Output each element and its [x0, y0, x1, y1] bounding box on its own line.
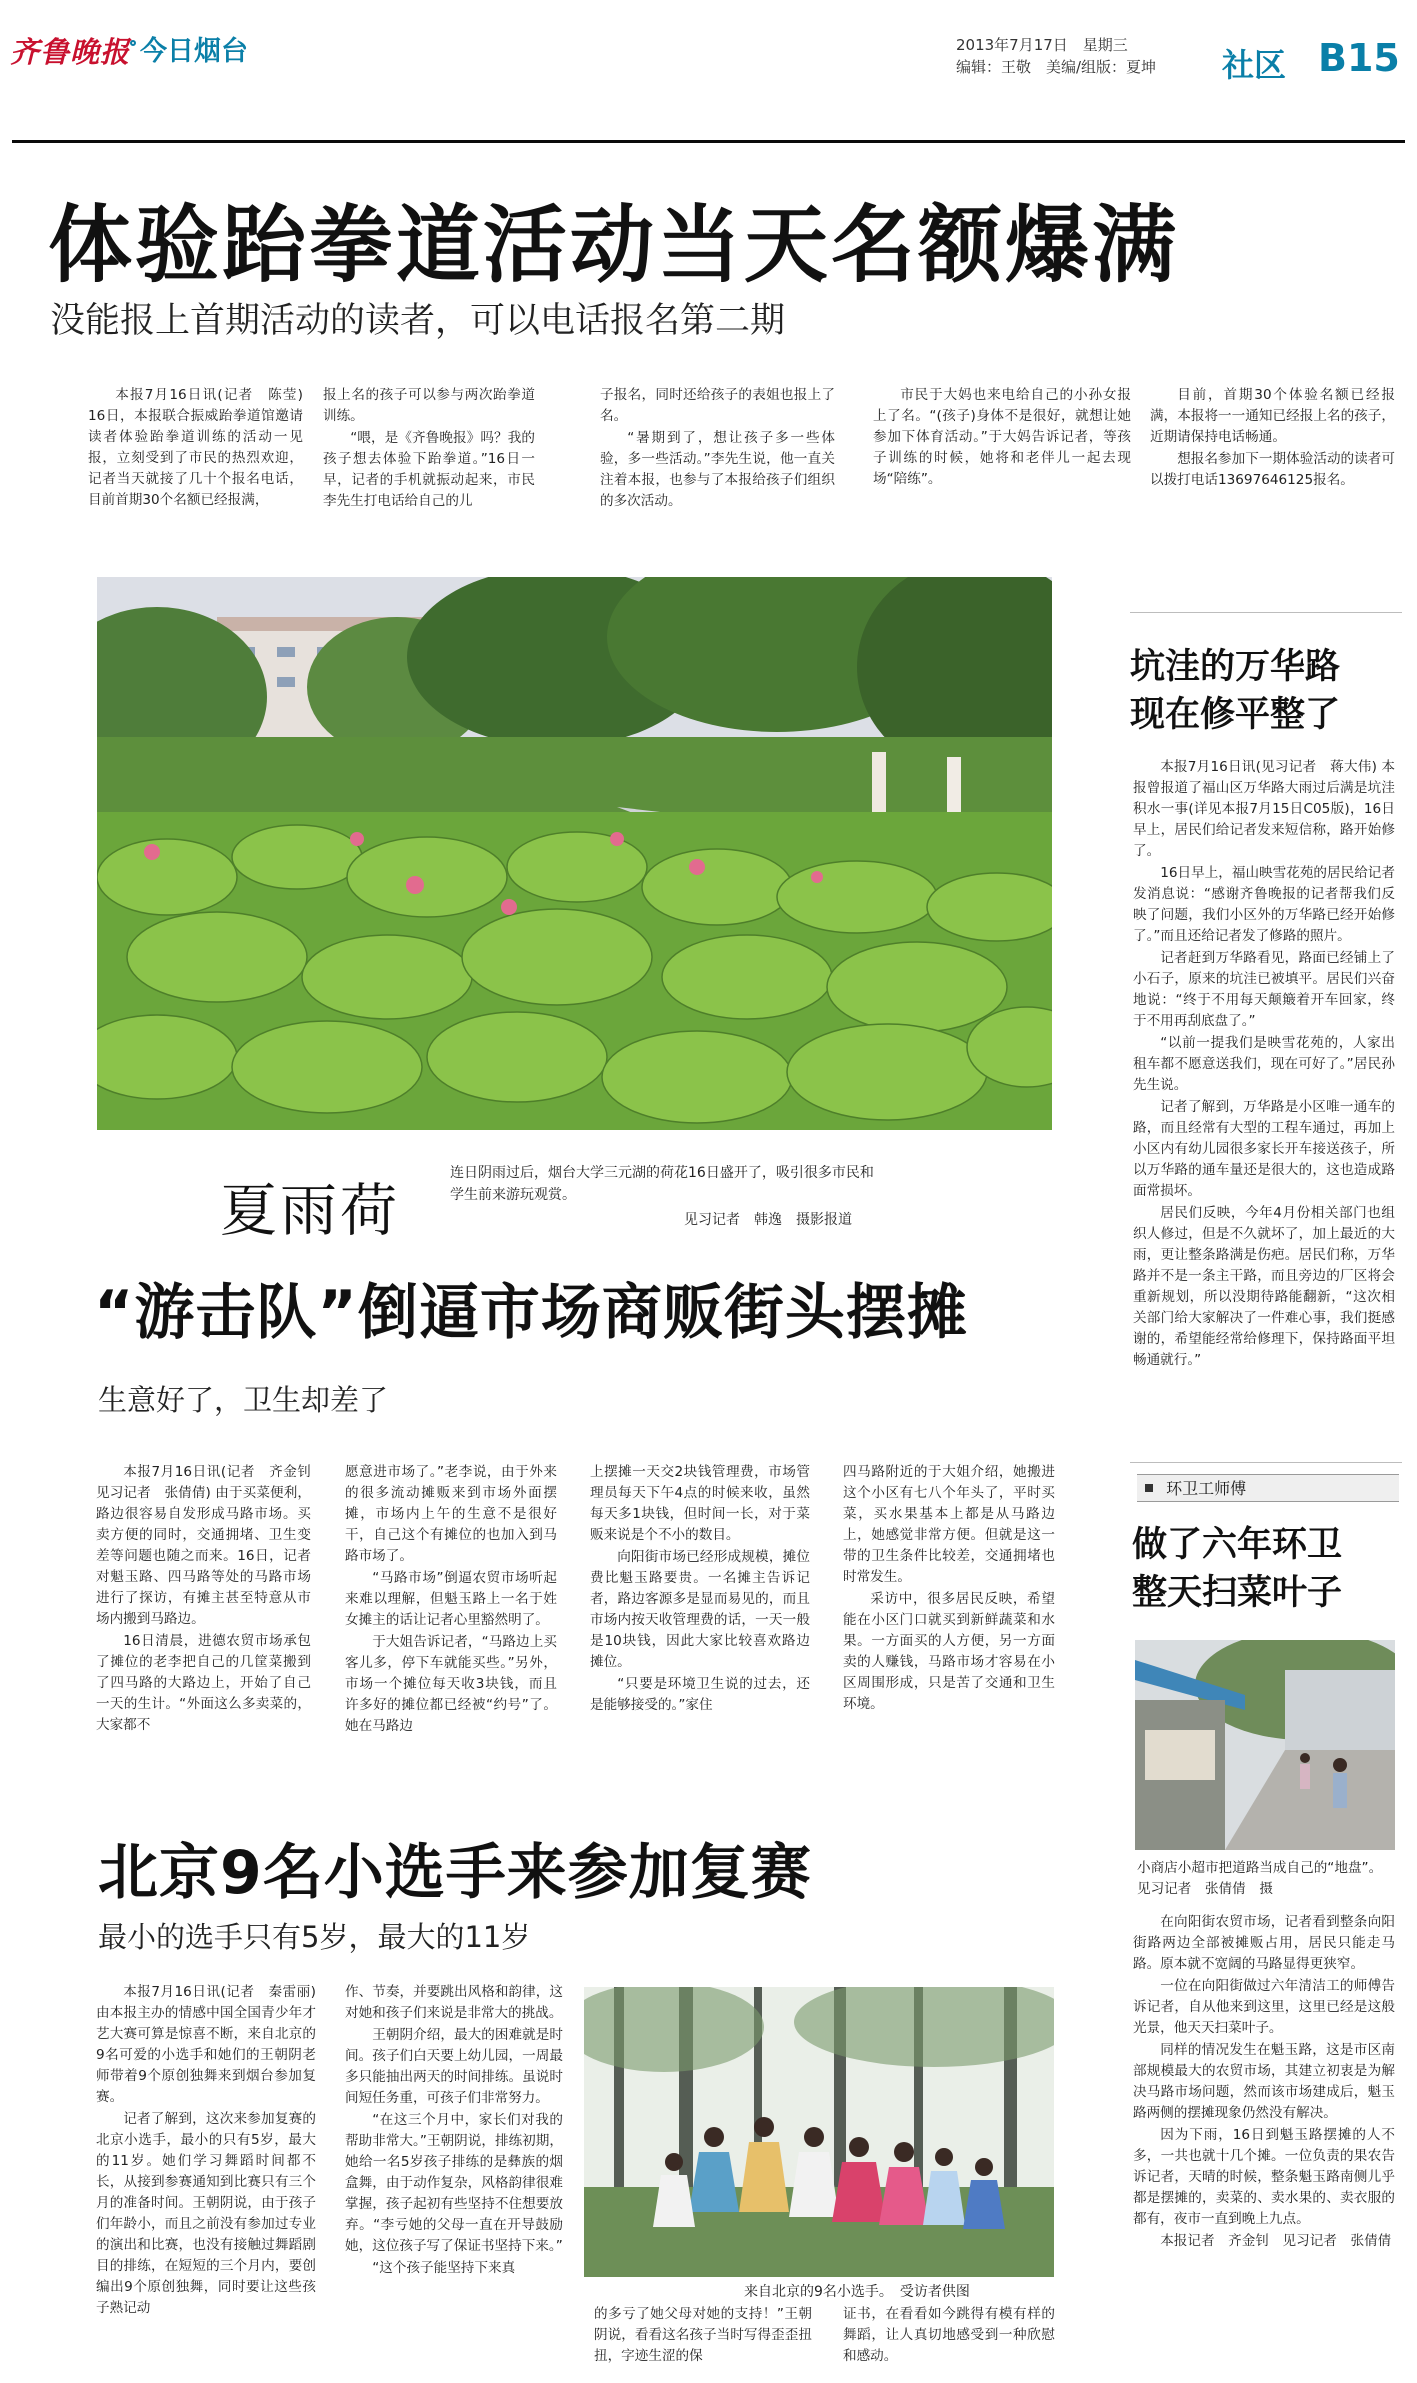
story1-column-3: 子报名，同时还给孩子的表姐也报上了名。 “暑期到了，想让孩子多一些体验，多一些活动。”李先生说，他一直关注着本报，也参与了本报给孩子们组织的多次活动。	[600, 387, 835, 509]
side1-headline-line2: 现在修平整了	[1130, 695, 1341, 735]
story1-column-5: 目前，首期30个体验名额已经报满，本报将一一通知已经报上名的孩子，近期请保持电话畅通。 想报名参加下一期体验活动的读者可以拨打电话13697646125报名。	[1150, 387, 1395, 488]
side1-headline-line1: 坑洼的万华路	[1130, 647, 1341, 687]
story3-column-1: 本报7月16日讯(记者 秦雷丽) 由本报主办的情感中国全国青少年才艺大赛可算是惊喜不断，来自北京的9名可爱的小选手和她们的王朝阴老师带着9个原创独舞来到烟台参加复赛。 记者了解到，这次来参加复赛的北京小选手，最小的只有5岁，最大的11岁。她们学习舞蹈时间都不长，从接到参赛通知到比赛只有三个月的准备时间。王朝阴说，由于孩子们年龄小，而且之前没有参加过专业的演出和比赛，也没有接触过舞蹈剧目的排练，在短短的三个月内，要创编出9个原创独舞，同时要让这些孩子熟记动	[96, 1984, 316, 2316]
story2-column-2: 愿意进市场了。”老李说，由于外来的很多流动摊贩来到市场外面摆摊，市场内上午的生意不是很好干，自己这个有摊位的也加入到马路市场了。 “马路市场”倒逼农贸市场听起来难以理解，但魁玉路上一名于姓女摊主的话让记者心里豁然明了。 于大姐告诉记者，“马路边上买客儿多，停下车就能买些。”另外，市场一个摊位每天收3块钱，而且许多好的摊位都已经被“约号”了。她在马路边	[345, 1464, 557, 1734]
date-line: 2013年7月17日 星期三	[956, 36, 1128, 54]
story1-column-4: 市民于大妈也来电给自己的小孙女报上了名。“(孩子)身体不是很好，就想让她参加下体育活动。”于大妈告诉记者，等孩子训练的时候，她将和老伴儿一起去现场“陪练”。	[873, 387, 1131, 487]
story3-headline: 北京9名小选手来参加复赛	[98, 1838, 812, 1908]
section-name: 今日烟台	[140, 36, 248, 67]
street-market-photo	[1135, 1640, 1395, 1850]
side2-column-tag-bar	[1137, 1474, 1399, 1502]
side2-headline-line2: 整天扫菜叶子	[1132, 1573, 1343, 1613]
side2-body: 在向阳街农贸市场，记者看到整条向阳街路两边全部被摊贩占用，居民只能走马路。原本就不宽阔的马路显得更狭窄。 一位在向阳街做过六年清洁工的师傅告诉记者，自从他来到这里，这里已经是这般光景，他天天扫菜叶子。 同样的情况发生在魁玉路，这是市区南部规模最大的农贸市场，其建立初衷是为解决马路市场问题，然而该市场建成后，魁玉路两侧的摆摊现象仍然没有解决。 因为下雨，16日到魁玉路摆摊的人不多，一共也就十几个摊。一位负责的果农告诉记者，天晴的时候，整条魁玉路南侧儿乎都是摆摊的，卖菜的、卖水果的、卖衣服的都有，夜市一直到晚上九点。 本报记者 齐金钊 见习记者 张倩倩	[1133, 1914, 1395, 2249]
dancers-photo-caption: 来自北京的9名小选手。 受访者供图	[744, 2284, 970, 2300]
story3-column-2: 作、节奏，并要跳出风格和韵律，这对她和孩子们来说是非常大的挑战。 王朝阴介绍，最大的困难就是时间。孩子们白天要上幼儿园，一周最多只能抽出两天的时间排练。虽说时间短任务重，可孩子们非常努力。 “在这三个月中，家长们对我的帮助非常大。”王朝阴说，排练初期，她给一名5岁孩子排练的是彝族的烟盒舞，由于动作复杂，风格韵律很难掌握，孩子起初有些坚持不住想要放弃。“李亏她的父母一直在开导鼓励她，这位孩子写了保证书坚持下来。” “这个孩子能坚持下来真	[345, 1984, 563, 2276]
tag-square-icon	[1145, 1484, 1153, 1492]
story2-subhead: 生意好了，卫生却差了	[98, 1383, 389, 1417]
story3-column-4: 证书，在看看如今跳得有模有样的舞蹈，让人真切地感受到一种欣慰和感动。	[843, 2306, 1055, 2364]
sidebar-rule-top	[1130, 612, 1402, 613]
side2-headline-line1: 做了六年环卫	[1132, 1525, 1343, 1565]
story2-headline: “游击队”倒逼市场商贩街头摆摊	[94, 1278, 968, 1348]
editor-line: 编辑：王敬 美编/组版：夏坤	[956, 58, 1157, 76]
story2-column-3: 上摆摊一天交2块钱管理费，市场管理员每天下午4点的时候来收，虽然每天多1块钱，但时间一长，对于菜贩来说是个不小的数目。 向阳街市场已经形成规模，摊位费比魁玉路要贵。一名摊主告诉记者，路边客源多是显而易见的，而且市场内按天收管理费的话，一天一般是10块钱，因此大家比较喜欢路边摊位。 “只要是环境卫生说的过去，还是能够接受的。”家住	[590, 1464, 810, 1713]
story2-column-1: 本报7月16日讯(记者 齐金钊 见习记者 张倩倩) 由于买菜便利，路边很容易自发形成马路市场。买卖方便的同时，交通拥堵、卫生变差等问题也随之而来。16日，记者对魁玉路、四马路等处的马路市场进行了探访，有摊主甚至特意从市场内搬到马路边。 16日清晨，进德农贸市场承包了摊位的老李把自己的几筐菜搬到了四马路的大路边上，开始了自己一天的生计。“外面这么多卖菜的，大家都不	[96, 1464, 325, 1733]
category-label: 社区	[1222, 46, 1287, 84]
photo1-caption: 连日阴雨过后，烟台大学三元湖的荷花16日盛开了，吸引很多市民和学生前来游玩观赏。	[450, 1165, 874, 1203]
newspaper-logo: 齐鲁晚报	[10, 35, 131, 69]
sidebar-rule-mid	[1130, 1462, 1402, 1463]
story1-column-2: 报上名的孩子可以参与两次跆拳道训练。 “喂，是《齐鲁晚报》吗？我的孩子想去体验下跆拳道。”16日一早，记者的手机就振动起来，市民李先生打电话给自己的儿	[323, 387, 535, 509]
story3-column-3: 的多亏了她父母对她的支持！”王朝阴说，看看这名孩子当时写得歪歪扭扭，字迹生涩的保	[594, 2306, 812, 2364]
street-photo-caption: 小商店小超市把道路当成自己的“地盘”。 见习记者 张倩倩 摄	[1137, 1860, 1389, 1897]
side1-body: 本报7月16日讯(见习记者 蒋大伟) 本报曾报道了福山区万华路大雨过后满是坑洼积水一事(详见本报7月15日C05版)，16日早上，居民们给记者发来短信称，路开始修了。 16日早上，福山映雪花苑的居民给记者发消息说：“感谢齐鲁晚报的记者帮我们反映了问题，我们小区外的万华路已经开始修了。”而且还给记者发了修路的照片。 记者赶到万华路看见，路面已经铺上了小石子，原来的坑洼已被填平。居民们兴奋地说：“终于不用每天颠簸着开车回家，终于不用再刮底盘了。” “以前一提我们是映雪花苑的，人家出租车都不愿意送我们，现在可好了。”居民孙先生说。 记者了解到，万华路是小区唯一通车的路，而且经常有大型的工程车通过，再加上小区内有幼儿园很多家长开车接送孩子，所以万华路的通车量还是很大的，这也造成路面常损坏。 居民们反映，今年4月份相关部门也组织人修过，但是不久就坏了，加上最近的大雨，更让整条路满是伤疤。居民们称，万华路并不是一条主干路，而且旁边的厂区将会重新规划，所以没期待路能翻新，“这次相关部门给大家解决了一件难心事，我们挺感谢的，希望能经常给修理下，保持路面平坦畅通就行。”	[1133, 759, 1395, 1368]
photo1-title: 夏雨荷	[220, 1178, 400, 1244]
side2-column-tag: 环卫工师傅	[1166, 1479, 1247, 1498]
bullet-icon	[130, 40, 136, 46]
story1-subhead: 没能报上首期活动的读者，可以电话报名第二期	[50, 301, 786, 341]
lotus-photo	[97, 577, 1052, 1130]
header-rule	[12, 140, 1405, 143]
story3-subhead: 最小的选手只有5岁，最大的11岁	[98, 1920, 531, 1954]
story1-headline: 体验跆拳道活动当天名额爆满	[48, 196, 1180, 294]
dancers-photo	[584, 1987, 1054, 2277]
photo1-credit: 见习记者 韩逸 摄影报道	[684, 1212, 852, 1228]
page-number: B15	[1318, 36, 1400, 80]
story1-column-1: 本报7月16日讯(记者 陈莹) 16日，本报联合振威跆拳道馆邀请读者体验跆拳道训练的活动一见报，立刻受到了市民的热烈欢迎，记者当天就接了几十个报名电话，目前首期30个名额已经报满，	[88, 387, 303, 508]
story2-column-4: 四马路附近的于大姐介绍，她搬进这个小区有七八个年头了，平时买菜，买水果基本上都是从马路边上，她感觉非常方便。但就是这一带的卫生条件比较差，交通拥堵也时常发生。 采访中，很多居民反映，希望能在小区门口就买到新鲜蔬菜和水果。一方面买的人方便，另一方面卖的人赚钱，马路市场才容易在小区周围形成，只是苦了交通和卫生环境。	[843, 1464, 1055, 1712]
